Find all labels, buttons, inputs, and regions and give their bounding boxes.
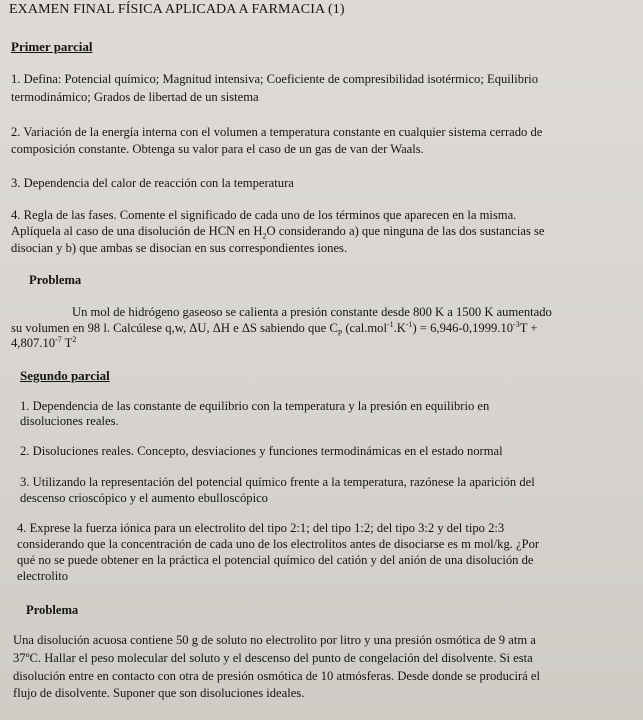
primer-problema-line2-d: ) = 6,946-0,1999.10 [412,321,514,335]
primer-q1-line1: 1. Defina: Potencial químico; Magnitud intensiva; Coeficiente de compresibilidad isotérmico; Equilibrio [11,72,539,86]
segundo-problema-line1: Una disolución acuosa contiene 50 g de soluto no electrolito por litro y una presión osmótica de 9 atm a [13,633,536,647]
segundo-problema-line2: 37ºC. Hallar el peso molecular del soluto y el descenso del punto de congelación del disolvente. Si esta [13,651,533,665]
primer-q4-line2-b: O considerando a) que ninguna de las dos sustancias se [266,224,545,238]
primer-problema-line3-sup2: 2 [72,334,77,344]
exam-title: EXAMEN FINAL FÍSICA APLICADA A FARMACIA (1) [9,2,345,17]
segundo-q1-line2: disoluciones reales. [20,414,119,428]
segundo-problema-line4: flujo de disolvente. Suponer que son disoluciones ideales. [13,686,305,700]
segundo-q1-line1: 1. Dependencia de las constante de equilibrio con la temperatura y la presión en equilibrio en [20,399,490,413]
primer-q1-line2: termodinámico; Grados de libertad de un sistema [11,90,259,104]
primer-q4-line2-a: Aplíquela al caso de una disolución de HCN en H [11,224,263,238]
primer-problema-line2-c: .K [393,321,406,335]
segundo-q2-line1: 2. Disoluciones reales. Concepto, desviaciones y funciones termodinámicas en el estado normal [20,444,503,458]
primer-q4-line3: disocian y b) que ambas se disocian en sus correspondientes iones. [11,241,348,255]
segundo-q4-line2: considerando que la concentración de cada uno de los electrolitos antes de disociarse es m mol/kg. ¿Por [17,537,540,551]
segundo-problema-label: Problema [26,603,79,617]
primer-problema-line3-sup1: -7 [55,334,62,344]
segundo-q4-line1: 4. Exprese la fuerza iónica para un electrolito del tipo 2:1; del tipo 1:2; del tipo 3:2 y del tipo 2:3 [17,521,505,535]
primer-problema-line2-b: (cal.mol [342,321,387,335]
segundo-q3-line1: 3. Utilizando la representación del potencial químico frente a la temperatura, razónese la aparición del [20,475,535,489]
primer-problema-line3 [11,336,76,350]
primer-q4-line2-sub: 2 [262,231,267,241]
primer-problema-line2-sup2: -1 [405,319,413,329]
primer-problema-line2-sub: P [337,328,343,338]
primer-problema-line2 [11,319,538,338]
segundo-parcial-heading: Segundo parcial [20,368,110,383]
primer-problema-line3-a: 4,807.10 [11,336,56,350]
segundo-q4-line3: qué no se puede obtener en la práctica el potencial químico del catión y del anión de una disolución de [17,553,534,567]
primer-problema-line1: Un mol de hidrógeno gaseoso se calienta a presión constante desde 800 K a 1500 K aumentado [72,305,552,319]
primer-problema-line2-sup3: -3 [513,319,520,329]
primer-q4-line1: 4. Regla de las fases. Comente el significado de cada uno de los términos que aparecen en la misma. [11,208,517,222]
segundo-problema-line3: disolución entre en contacto con otra de presión osmótica de 10 atmósferas. Desde donde se producirá el [13,669,541,683]
primer-problema-line2-a: su volumen en 98 l. Calcúlese q,w, ΔU, ΔH e ΔS sabiendo que C [11,321,338,335]
primer-q3-line1: 3. Dependencia del calor de reacción con la temperatura [11,176,294,190]
primer-problema-line3-b: T [61,336,73,350]
segundo-q3-line2: descenso crioscópico y el aumento ebulloscópico [20,491,268,505]
primer-problema-line2-e: T + [519,321,538,335]
segundo-q4-line4: electrolito [17,569,69,583]
primer-q4-line2 [11,224,545,241]
primer-q2-line1: 2. Variación de la energía interna con el volumen a temperatura constante en cualquier sistema cerrado de [11,125,543,139]
primer-problema-line2-sup1: -1 [386,319,394,329]
primer-q2-line2: composición constante. Obtenga su valor para el caso de un gas de van der Waals. [11,142,424,156]
primer-parcial-heading: Primer parcial [11,39,93,54]
primer-problema-label: Problema [29,273,82,287]
